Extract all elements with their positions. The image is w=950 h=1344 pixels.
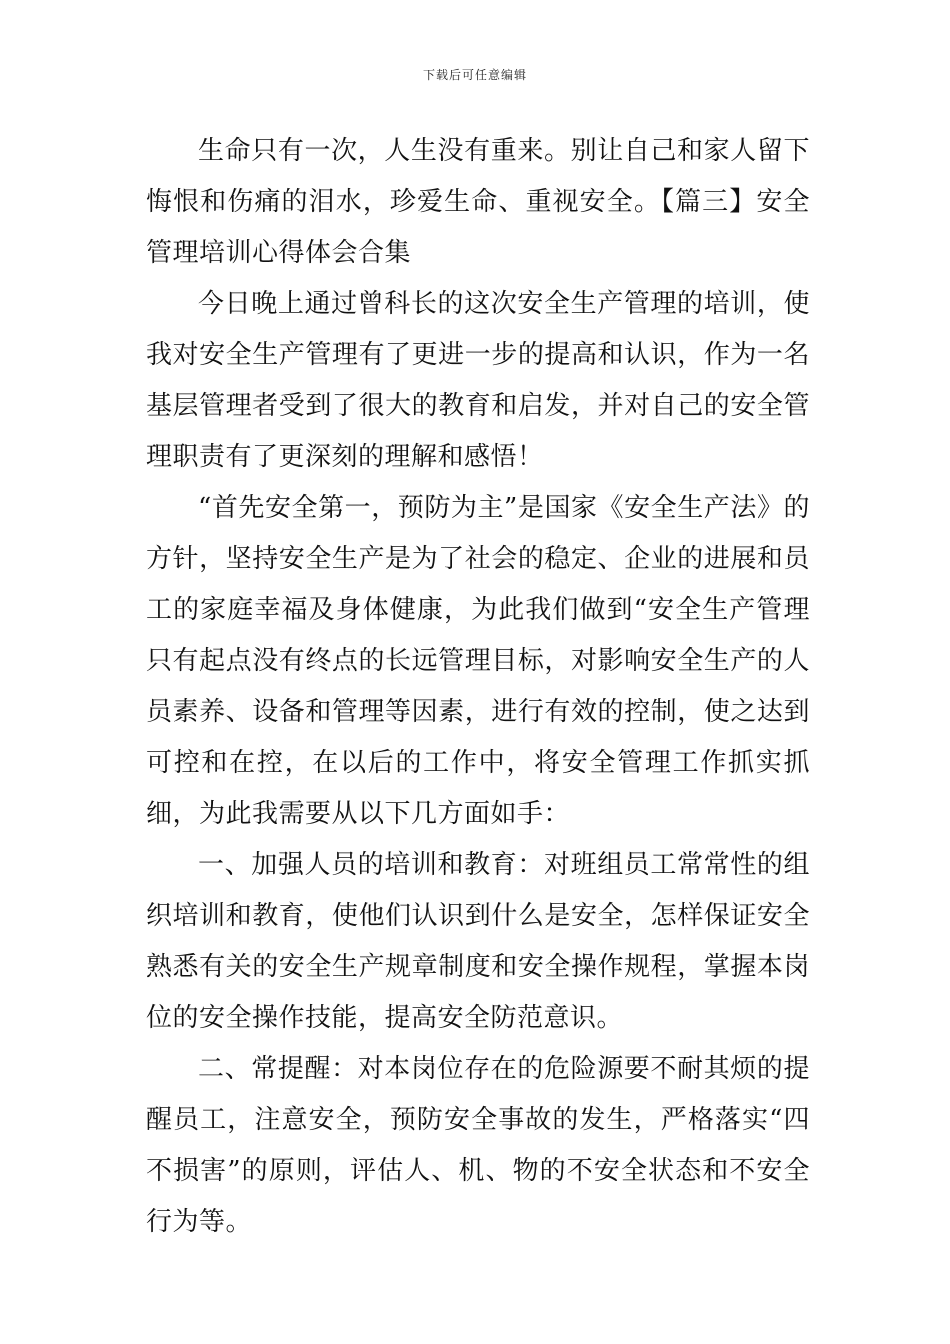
paragraph-5: 二、常提醒：对本岗位存在的危险源要不耐其烦的提醒员工，注意安全，预防安全事故的发生，严格落实“四不损害”的原则，评估人、机、物的不安全状态和不安全行为等。 (146, 1054, 810, 1237)
paragraph-4: 一、加强人员的培训和教育：对班组员工常常性的组织培训和教育，使他们认识到什么是安全，怎样保证安全熟悉有关的安全生产规章制度和安全操作规程，掌握本岗位的安全操作技能，提高安全防范意识。 (146, 850, 810, 1033)
download-note: 下载后可任意编辑 (422, 68, 527, 82)
paragraph-3: “首先安全第一，预防为主”是国家《安全生产法》的方针，坚持安全生产是为了社会的稳定、企业的进展和员工的家庭幸福及身体健康，为此我们做到“安全生产管理只有起点没有终点的长远管理目标，对影响安全生产的人员素养、设备和管理等因素，进行有效的控制，使之达到可控和在控，在以后的工作中，将安全管理工作抓实抓细，为此我需要从以下几方面如手： (146, 493, 810, 829)
document-body (146, 126, 810, 1248)
paragraph-1: 生命只有一次，人生没有重来。别让自己和家人留下悔恨和伤痛的泪水，珍爱生命、重视安全。【篇三】安全管理培训心得体会合集 (146, 136, 810, 268)
paragraph-2: 今日晚上通过曾科长的这次安全生产管理的培训，使我对安全生产管理有了更进一步的提高和认识，作为一名基层管理者受到了很大的教育和启发，并对自己的安全管理职责有了更深刻的理解和感悟！ (146, 289, 810, 472)
